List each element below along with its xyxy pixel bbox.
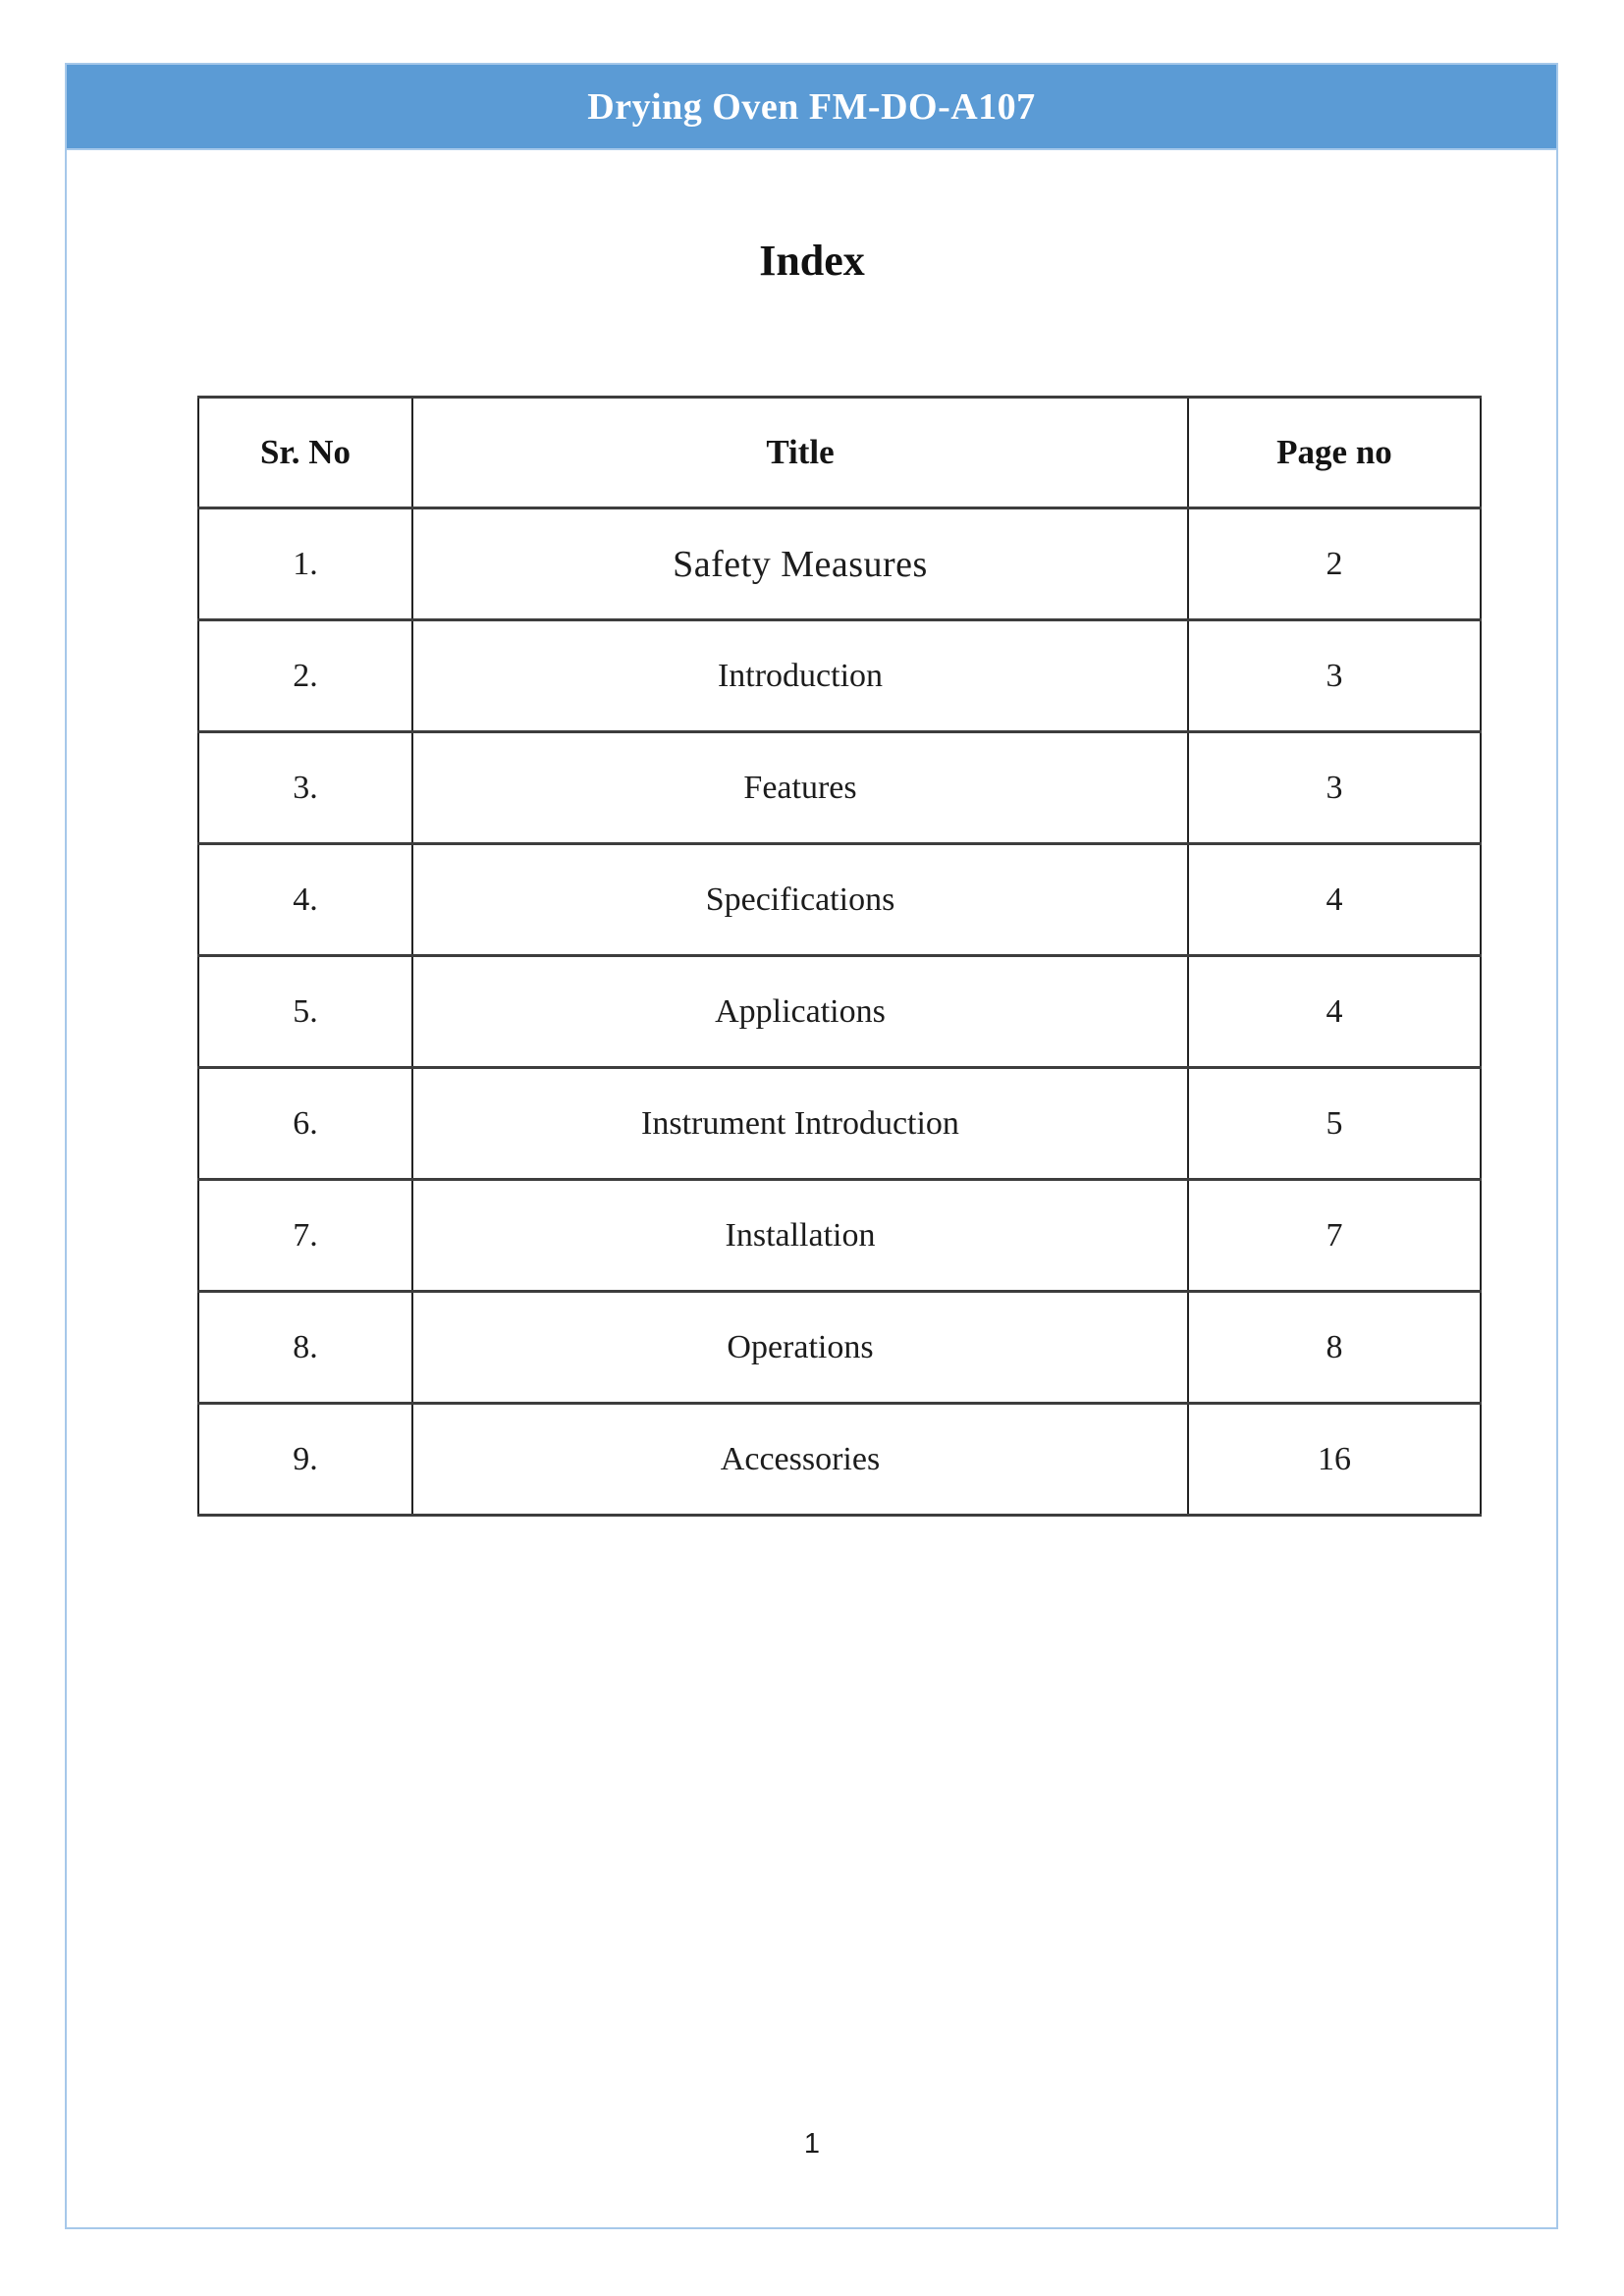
page-cell: 5: [1188, 1068, 1481, 1180]
title-cell: Safety Measures: [412, 508, 1188, 620]
page-cell: 3: [1188, 732, 1481, 844]
sr-cell: 7.: [198, 1180, 412, 1292]
table-row: [198, 620, 1481, 732]
page-cell: 8: [1188, 1292, 1481, 1404]
page-cell: 7: [1188, 1180, 1481, 1292]
title-cell: Introduction: [412, 620, 1188, 732]
page-cell: 4: [1188, 844, 1481, 956]
table-row: [198, 508, 1481, 620]
title-cell: Accessories: [412, 1404, 1188, 1516]
sr-cell: 6.: [198, 1068, 412, 1180]
sr-cell: 9.: [198, 1404, 412, 1516]
table-row: [198, 1068, 1481, 1180]
table-row: [198, 1404, 1481, 1516]
document-header-bar: [65, 63, 1558, 150]
page-cell: 2: [1188, 508, 1481, 620]
sr-cell: 1.: [198, 508, 412, 620]
toc-header-row: [198, 398, 1481, 508]
document-title: Drying Oven FM-DO-A107: [587, 85, 1036, 128]
table-row: [198, 1292, 1481, 1404]
title-cell: Instrument Introduction: [412, 1068, 1188, 1180]
table-row: [198, 732, 1481, 844]
page-cell: 3: [1188, 620, 1481, 732]
sr-cell: 5.: [198, 956, 412, 1068]
sr-cell: 2.: [198, 620, 412, 732]
column-header-title: Title: [412, 398, 1188, 508]
title-cell: Operations: [412, 1292, 1188, 1404]
sr-cell: 3.: [198, 732, 412, 844]
toc-table: [197, 396, 1482, 1517]
title-cell: Applications: [412, 956, 1188, 1068]
title-cell: Specifications: [412, 844, 1188, 956]
page-cell: 16: [1188, 1404, 1481, 1516]
title-cell: Features: [412, 732, 1188, 844]
table-row: [198, 844, 1481, 956]
section-title: Index: [759, 237, 865, 285]
table-row: [198, 956, 1481, 1068]
table-row: [198, 1180, 1481, 1292]
page-cell: 4: [1188, 956, 1481, 1068]
column-header-sr-no: Sr. No: [198, 398, 412, 508]
column-header-page-no: Page no: [1188, 398, 1481, 508]
sr-cell: 8.: [198, 1292, 412, 1404]
page-number: 1: [803, 2128, 821, 2160]
sr-cell: 4.: [198, 844, 412, 956]
title-cell: Installation: [412, 1180, 1188, 1292]
